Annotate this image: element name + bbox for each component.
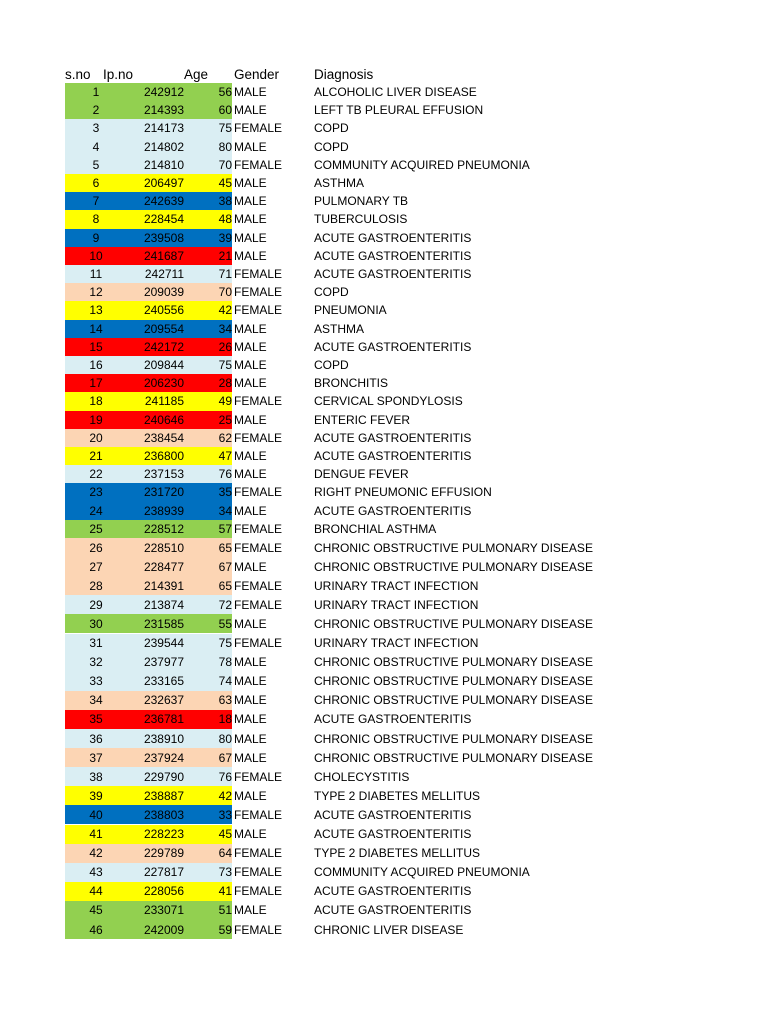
gender-cell: MALE: [234, 788, 267, 803]
diagnosis-cell: CHRONIC OBSTRUCTIVE PULMONARY DISEASE: [314, 559, 593, 574]
header-age: Age: [184, 67, 209, 82]
table-row: [0, 634, 768, 653]
gender-cell: MALE: [234, 674, 267, 689]
diagnosis-cell: ENTERIC FEVER: [314, 412, 411, 427]
sno-cell: 44: [89, 884, 103, 899]
ip-no-cell: 239508: [143, 230, 184, 245]
table-row: [0, 156, 768, 174]
gender-cell: FEMALE: [234, 540, 283, 555]
sno-cell: 31: [89, 636, 103, 651]
table-row: [0, 748, 768, 767]
age-cell: 34: [218, 321, 232, 336]
sno-cell: 13: [89, 303, 103, 318]
table-row: [0, 283, 768, 301]
sno-cell: 28: [89, 578, 103, 593]
table-row: [0, 374, 768, 392]
gender-cell: FEMALE: [234, 865, 283, 880]
sno-cell: 14: [89, 321, 103, 336]
table-row: [0, 691, 768, 710]
sno-cell: 10: [89, 248, 103, 263]
sno-cell: 2: [92, 103, 100, 118]
diagnosis-cell: CHRONIC OBSTRUCTIVE PULMONARY DISEASE: [314, 693, 593, 708]
table-row: [0, 595, 768, 614]
gender-cell: FEMALE: [234, 303, 283, 318]
diagnosis-cell: ACUTE GASTROENTERITIS: [314, 230, 472, 245]
diagnosis-cell: CHRONIC OBSTRUCTIVE PULMONARY DISEASE: [314, 655, 593, 670]
diagnosis-cell: CERVICAL SPONDYLOSIS: [314, 394, 463, 409]
ip-no-cell: 228223: [143, 827, 184, 842]
age-cell: 67: [218, 750, 232, 765]
sno-cell: 38: [89, 769, 103, 784]
sno-cell: 43: [89, 865, 103, 880]
ip-no-cell: 242711: [144, 267, 184, 282]
table-row: [0, 320, 768, 338]
ip-no-cell: 228477: [143, 559, 184, 574]
gender-cell: MALE: [234, 194, 267, 209]
diagnosis-cell: URINARY TRACT INFECTION: [314, 578, 479, 593]
gender-cell: FEMALE: [234, 807, 283, 822]
age-cell: 71: [218, 267, 232, 282]
sno-cell: 27: [89, 559, 103, 574]
ip-no-cell: 241185: [144, 394, 184, 409]
sno-cell: 15: [89, 339, 103, 354]
age-cell: 45: [218, 827, 232, 842]
age-cell: 21: [218, 248, 232, 263]
ip-no-cell: 229790: [143, 769, 184, 784]
sno-cell: 29: [89, 597, 103, 612]
ip-no-cell: 206230: [143, 376, 184, 391]
table-row: [0, 863, 768, 882]
ip-no-cell: 231585: [143, 616, 184, 631]
gender-cell: MALE: [234, 139, 267, 154]
gender-cell: MALE: [234, 503, 267, 518]
gender-cell: MALE: [234, 750, 267, 765]
gender-cell: MALE: [234, 358, 267, 373]
ip-no-cell: 239544: [143, 636, 184, 651]
header-ip-no: Ip.no: [103, 67, 134, 82]
diagnosis-cell: ALCOHOLIC LIVER DISEASE: [314, 85, 477, 100]
gender-cell: FEMALE: [234, 597, 283, 612]
ip-no-cell: 228512: [143, 521, 184, 536]
table-row: [0, 119, 768, 137]
ip-no-cell: 240646: [143, 412, 184, 427]
table-row: [0, 729, 768, 748]
gender-cell: FEMALE: [234, 430, 283, 445]
sno-cell: 12: [89, 285, 103, 300]
diagnosis-cell: ACUTE GASTROENTERITIS: [314, 807, 472, 822]
sno-cell: 4: [92, 139, 100, 154]
age-cell: 47: [218, 449, 232, 464]
diagnosis-cell: CHRONIC OBSTRUCTIVE PULMONARY DISEASE: [314, 540, 593, 555]
age-cell: 56: [218, 85, 232, 100]
gender-cell: FEMALE: [234, 769, 283, 784]
table-row: [0, 767, 768, 786]
age-cell: 60: [218, 103, 232, 118]
diagnosis-cell: CHRONIC LIVER DISEASE: [314, 922, 464, 937]
table-row: [0, 844, 768, 863]
age-cell: 76: [218, 467, 232, 482]
table-row: [0, 614, 768, 633]
ip-no-cell: 242172: [143, 339, 184, 354]
table-row: [0, 805, 768, 824]
age-cell: 63: [218, 693, 232, 708]
diagnosis-cell: URINARY TRACT INFECTION: [314, 597, 479, 612]
sno-cell: 7: [92, 194, 100, 209]
ip-no-cell: 236781: [143, 712, 184, 727]
diagnosis-cell: CHRONIC OBSTRUCTIVE PULMONARY DISEASE: [314, 674, 593, 689]
age-cell: 72: [218, 597, 232, 612]
table-row: [0, 247, 768, 265]
diagnosis-cell: CHRONIC OBSTRUCTIVE PULMONARY DISEASE: [314, 750, 593, 765]
sno-cell: 1: [92, 85, 100, 100]
table-row: [0, 557, 768, 576]
age-cell: 57: [218, 521, 232, 536]
diagnosis-cell: TYPE 2 DIABETES MELLITUS: [314, 788, 481, 803]
sno-cell: 17: [89, 376, 103, 391]
sno-cell: 35: [89, 712, 103, 727]
ip-no-cell: 238454: [143, 430, 184, 445]
diagnosis-cell: PULMONARY TB: [314, 194, 409, 209]
age-cell: 65: [218, 578, 232, 593]
sno-cell: 3: [92, 121, 100, 136]
diagnosis-cell: LEFT TB PLEURAL EFFUSION: [314, 103, 484, 118]
table-row: [0, 920, 768, 939]
sno-cell: 9: [92, 230, 100, 245]
table-row: [0, 265, 768, 283]
age-cell: 42: [218, 303, 232, 318]
diagnosis-cell: CHOLECYSTITIS: [314, 769, 410, 784]
diagnosis-cell: ASTHMA: [314, 321, 365, 336]
ip-no-cell: 237153: [143, 467, 184, 482]
table-row: [0, 101, 768, 119]
table-row: [0, 174, 768, 192]
sno-cell: 36: [89, 731, 103, 746]
gender-cell: MALE: [234, 693, 267, 708]
age-cell: 55: [218, 616, 232, 631]
gender-cell: MALE: [234, 449, 267, 464]
ip-no-cell: 214391: [143, 578, 184, 593]
ip-no-cell: 240556: [143, 303, 184, 318]
diagnosis-cell: ACUTE GASTROENTERITIS: [314, 827, 472, 842]
ip-no-cell: 214393: [143, 103, 184, 118]
ip-no-cell: 241687: [143, 248, 184, 263]
ip-no-cell: 228454: [143, 212, 184, 227]
header-gender: Gender: [234, 67, 280, 82]
table-row: [0, 483, 768, 501]
diagnosis-cell: ACUTE GASTROENTERITIS: [314, 449, 472, 464]
gender-cell: FEMALE: [234, 157, 283, 172]
diagnosis-cell: DENGUE FEVER: [314, 467, 409, 482]
gender-cell: MALE: [234, 827, 267, 842]
diagnosis-cell: RIGHT PNEUMONIC EFFUSION: [314, 485, 492, 500]
sno-cell: 46: [89, 922, 103, 937]
ip-no-cell: 213874: [143, 597, 184, 612]
ip-no-cell: 242912: [143, 85, 184, 100]
age-cell: 59: [218, 922, 232, 937]
table-row: [0, 338, 768, 356]
ip-no-cell: 238803: [143, 807, 184, 822]
ip-no-cell: 233165: [143, 674, 184, 689]
age-cell: 42: [218, 788, 232, 803]
diagnosis-cell: ACUTE GASTROENTERITIS: [314, 903, 472, 918]
age-cell: 64: [218, 846, 232, 861]
gender-cell: MALE: [234, 176, 267, 191]
ip-no-cell: 238910: [143, 731, 184, 746]
diagnosis-cell: COMMUNITY ACQUIRED PNEUMONIA: [314, 157, 530, 172]
age-cell: 34: [218, 503, 232, 518]
table-row: [0, 192, 768, 210]
gender-cell: MALE: [234, 559, 267, 574]
age-cell: 70: [218, 157, 232, 172]
age-cell: 62: [218, 430, 232, 445]
table-row: [0, 83, 768, 101]
diagnosis-cell: ACUTE GASTROENTERITIS: [314, 712, 472, 727]
gender-cell: MALE: [234, 376, 267, 391]
age-cell: 65: [218, 540, 232, 555]
table-row: [0, 301, 768, 319]
table-row: [0, 465, 768, 483]
table-row: [0, 882, 768, 901]
age-cell: 70: [218, 285, 232, 300]
gender-cell: FEMALE: [234, 267, 283, 282]
gender-cell: FEMALE: [234, 285, 283, 300]
diagnosis-cell: COPD: [314, 358, 349, 373]
sno-cell: 6: [92, 176, 100, 191]
sno-cell: 16: [89, 358, 103, 373]
age-cell: 28: [218, 376, 232, 391]
age-cell: 39: [218, 230, 232, 245]
age-cell: 35: [218, 485, 232, 500]
age-cell: 33: [218, 807, 232, 822]
age-cell: 41: [218, 884, 232, 899]
table-row: [0, 411, 768, 429]
sno-cell: 40: [89, 807, 103, 822]
sno-cell: 22: [89, 467, 103, 482]
age-cell: 18: [218, 712, 232, 727]
gender-cell: MALE: [234, 248, 267, 263]
ip-no-cell: 214173: [143, 121, 184, 136]
ip-no-cell: 236800: [143, 449, 184, 464]
table-row: [0, 901, 768, 920]
diagnosis-cell: COPD: [314, 285, 349, 300]
age-cell: 26: [218, 339, 232, 354]
ip-no-cell: 238939: [143, 503, 184, 518]
table-row: [0, 392, 768, 410]
sno-cell: 30: [89, 616, 103, 631]
gender-cell: FEMALE: [234, 121, 283, 136]
table-row: [0, 825, 768, 844]
age-cell: 51: [218, 903, 232, 918]
gender-cell: MALE: [234, 412, 267, 427]
age-cell: 49: [218, 394, 232, 409]
table-row: [0, 576, 768, 595]
ip-no-cell: 237924: [143, 750, 184, 765]
gender-cell: MALE: [234, 467, 267, 482]
diagnosis-cell: ACUTE GASTROENTERITIS: [314, 884, 472, 899]
sno-cell: 18: [89, 394, 103, 409]
sno-cell: 24: [89, 503, 103, 518]
gender-cell: FEMALE: [234, 521, 283, 536]
diagnosis-cell: ACUTE GASTROENTERITIS: [314, 267, 472, 282]
diagnosis-cell: BRONCHITIS: [314, 376, 389, 391]
diagnosis-cell: ACUTE GASTROENTERITIS: [314, 503, 472, 518]
ip-no-cell: 232637: [143, 693, 184, 708]
age-cell: 48: [218, 212, 232, 227]
ip-no-cell: 229789: [143, 846, 184, 861]
sno-cell: 21: [89, 449, 103, 464]
gender-cell: MALE: [234, 616, 267, 631]
ip-no-cell: 228510: [143, 540, 184, 555]
table-row: [0, 672, 768, 691]
ip-no-cell: 206497: [143, 176, 184, 191]
diagnosis-cell: ACUTE GASTROENTERITIS: [314, 430, 472, 445]
ip-no-cell: 227817: [143, 865, 184, 880]
age-cell: 67: [218, 559, 232, 574]
gender-cell: MALE: [234, 85, 267, 100]
gender-cell: MALE: [234, 103, 267, 118]
diagnosis-cell: ACUTE GASTROENTERITIS: [314, 339, 472, 354]
diagnosis-cell: BRONCHIAL ASTHMA: [314, 521, 437, 536]
sno-cell: 32: [89, 655, 103, 670]
age-cell: 75: [218, 636, 232, 651]
sno-cell: 8: [92, 212, 100, 227]
age-cell: 75: [218, 358, 232, 373]
ip-no-cell: 238887: [143, 788, 184, 803]
age-cell: 75: [218, 121, 232, 136]
age-cell: 25: [218, 412, 232, 427]
ip-no-cell: 233071: [143, 903, 184, 918]
age-cell: 45: [218, 176, 232, 191]
age-cell: 80: [218, 139, 232, 154]
diagnosis-cell: TYPE 2 DIABETES MELLITUS: [314, 846, 481, 861]
gender-cell: FEMALE: [234, 846, 283, 861]
diagnosis-cell: ACUTE GASTROENTERITIS: [314, 248, 472, 263]
gender-cell: FEMALE: [234, 578, 283, 593]
sno-cell: 26: [89, 540, 103, 555]
ip-no-cell: 242639: [143, 194, 184, 209]
table-row: [0, 520, 768, 538]
header-diagnosis: Diagnosis: [314, 67, 374, 82]
diagnosis-cell: URINARY TRACT INFECTION: [314, 636, 479, 651]
diagnosis-cell: ASTHMA: [314, 176, 365, 191]
ip-no-cell: 214802: [143, 139, 184, 154]
age-cell: 76: [218, 769, 232, 784]
ip-no-cell: 209554: [143, 321, 184, 336]
sno-cell: 33: [89, 674, 103, 689]
sno-cell: 41: [89, 827, 103, 842]
diagnosis-cell: COPD: [314, 139, 349, 154]
sno-cell: 25: [89, 521, 103, 536]
gender-cell: MALE: [234, 903, 267, 918]
age-cell: 78: [218, 655, 232, 670]
table-row: [0, 447, 768, 465]
gender-cell: MALE: [234, 339, 267, 354]
sno-cell: 34: [89, 693, 103, 708]
table-row: [0, 356, 768, 374]
age-cell: 74: [218, 674, 232, 689]
gender-cell: MALE: [234, 212, 267, 227]
sno-cell: 5: [92, 157, 100, 172]
sno-cell: 19: [89, 412, 103, 427]
table-row: [0, 429, 768, 447]
table-row: [0, 210, 768, 228]
gender-cell: FEMALE: [234, 922, 283, 937]
gender-cell: FEMALE: [234, 394, 283, 409]
diagnosis-cell: CHRONIC OBSTRUCTIVE PULMONARY DISEASE: [314, 731, 593, 746]
gender-cell: FEMALE: [234, 884, 283, 899]
diagnosis-cell: PNEUMONIA: [314, 303, 387, 318]
ip-no-cell: 237977: [143, 655, 184, 670]
sno-cell: 23: [89, 485, 103, 500]
ip-no-cell: 228056: [143, 884, 184, 899]
gender-cell: MALE: [234, 230, 267, 245]
sno-cell: 42: [89, 846, 103, 861]
sno-cell: 45: [89, 903, 103, 918]
gender-cell: FEMALE: [234, 636, 283, 651]
sno-cell: 39: [89, 788, 103, 803]
diagnosis-cell: COMMUNITY ACQUIRED PNEUMONIA: [314, 865, 530, 880]
ip-no-cell: 214810: [143, 157, 184, 172]
gender-cell: MALE: [234, 321, 267, 336]
ip-no-cell: 242009: [143, 922, 184, 937]
table-row: [0, 710, 768, 729]
age-cell: 73: [218, 865, 232, 880]
gender-cell: MALE: [234, 712, 267, 727]
ip-no-cell: 209039: [143, 285, 184, 300]
ip-no-cell: 209844: [143, 358, 184, 373]
ip-no-cell: 231720: [143, 485, 184, 500]
table-row: [0, 653, 768, 672]
age-cell: 38: [218, 194, 232, 209]
diagnosis-cell: TUBERCULOSIS: [314, 212, 408, 227]
table-row: [0, 786, 768, 805]
gender-cell: MALE: [234, 731, 267, 746]
table-row: [0, 229, 768, 247]
gender-cell: MALE: [234, 655, 267, 670]
table-row: [0, 538, 768, 557]
diagnosis-cell: COPD: [314, 121, 349, 136]
age-cell: 80: [218, 731, 232, 746]
sno-cell: 20: [89, 430, 103, 445]
sno-cell: 11: [89, 267, 103, 282]
header-sno: s.no: [65, 67, 91, 82]
sno-cell: 37: [89, 750, 103, 765]
gender-cell: FEMALE: [234, 485, 283, 500]
table-row: [0, 138, 768, 156]
diagnosis-cell: CHRONIC OBSTRUCTIVE PULMONARY DISEASE: [314, 616, 593, 631]
table-row: [0, 502, 768, 520]
